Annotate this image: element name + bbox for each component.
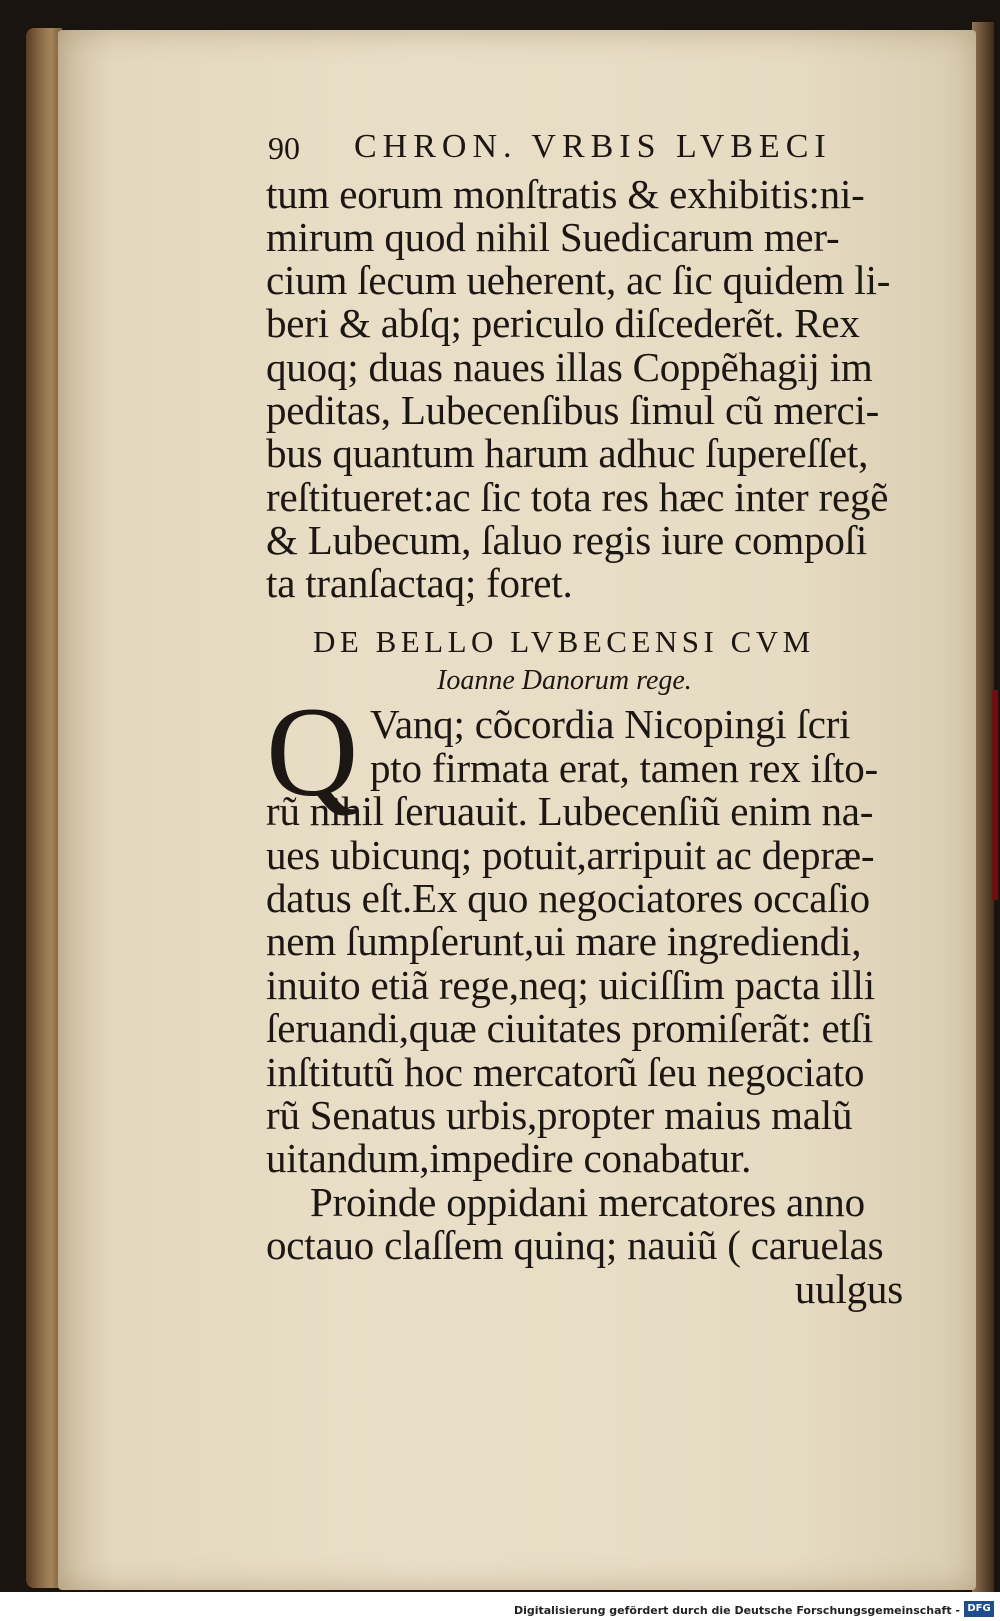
text-line: inſtitutũ hoc mercatorũ ſeu negociato <box>266 1049 865 1095</box>
text-line: peditas, Lubecenſibus ſimul cũ merci- <box>266 387 880 433</box>
text-line: inuito etiã rege,neq; uiciſſim pacta illi <box>266 962 875 1008</box>
footer-credit: Digitalisierung gefördert durch die Deutsche Forschungsgemeinschaft - <box>513 1604 960 1617</box>
text-line: mirum quod nihil Suedicarum mer- <box>266 214 840 260</box>
text-line: quoq; duas naues illas Coppẽhagij im <box>266 344 873 390</box>
text-line: ſeruandi,quæ ciuitates promiſerãt: etſi <box>266 1005 874 1051</box>
book-edge-left <box>26 28 62 1588</box>
dfg-logo: DFG <box>964 1601 994 1617</box>
text-line: nem ſumpſerunt,ui mare ingrediendi, <box>266 918 862 964</box>
catchword: uulgus <box>794 1266 903 1312</box>
text-line: ues ubicunq; potuit,arripuit ac depræ- <box>266 832 875 878</box>
text-line: datus eſt.Ex quo negociatores occaſio <box>266 875 870 921</box>
running-title: CHRON. VRBIS LVBECI <box>354 128 832 165</box>
text-line: cium ſecum ueherent, ac ſic quidem li- <box>266 257 891 303</box>
section-subheading: Ioanne Danorum rege. <box>437 665 692 696</box>
section-heading: DE BELLO LVBECENSI CVM <box>313 624 815 659</box>
text-line: ta tranſactaq; foret. <box>266 560 573 606</box>
text-line: pto firmata erat, tamen rex iſto- <box>370 745 878 791</box>
text-line: & Lubecum, ſaluo regis iure compoſi <box>266 517 868 563</box>
text-line: reſtitueret:ac ſic tota res hæc inter regẽ <box>266 474 889 520</box>
text-line: Proinde oppidani mercatores anno <box>310 1179 865 1225</box>
text-line: bus quantum harum adhuc ſupereſſet, <box>266 430 869 476</box>
text-line: tum eorum monſtratis & exhibitis:ni- <box>266 171 865 217</box>
text-line: Vanq; cõcordia Nicopingi ſcri <box>370 701 851 747</box>
text-line: uitandum,impedire conabatur. <box>266 1135 752 1181</box>
text-line: rũ Senatus urbis,propter maius malũ <box>266 1092 853 1138</box>
page-number: 90 <box>268 130 300 166</box>
text-line: rũ nihil ſeruauit. Lubecenſiũ enim na- <box>266 788 874 834</box>
text-line: beri & abſq; periculo diſcederẽt. Rex <box>266 300 860 346</box>
text-line: octauo claſſem quinq; nauiũ ( caruelas <box>266 1222 884 1268</box>
ribbon-marker <box>992 690 998 900</box>
drop-cap-initial: Q <box>266 681 359 823</box>
